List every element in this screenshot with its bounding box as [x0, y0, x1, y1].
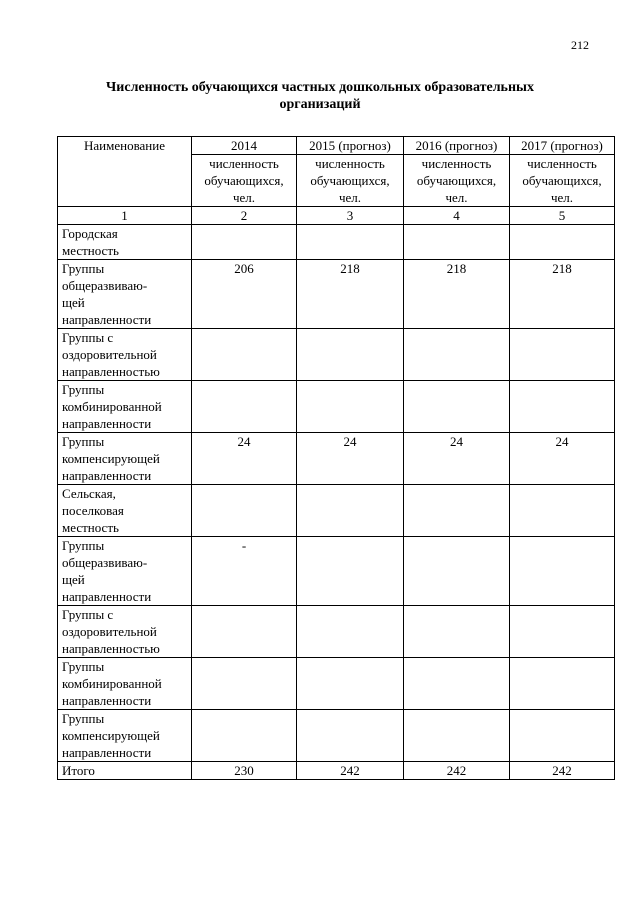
row-value [297, 225, 404, 260]
row-value: 24 [192, 433, 297, 485]
row-label: Группы компенсирующей направленности [58, 433, 192, 485]
data-table [57, 136, 615, 780]
row-value [404, 485, 510, 537]
table-row [58, 710, 615, 762]
row-value [510, 537, 615, 606]
header-year: 2017 (прогноз) [510, 137, 615, 155]
row-value [404, 710, 510, 762]
row-value [510, 658, 615, 710]
row-value [297, 485, 404, 537]
row-value [297, 537, 404, 606]
row-value [192, 329, 297, 381]
row-value [404, 658, 510, 710]
row-label: Группы комбинированной направленности [58, 381, 192, 433]
row-value [297, 329, 404, 381]
row-label: Группы с оздоровительной направленностью [58, 606, 192, 658]
table-row [58, 225, 615, 260]
table-row [58, 381, 615, 433]
row-value: 218 [297, 260, 404, 329]
table-row [58, 433, 615, 485]
table-row [58, 606, 615, 658]
row-label: Группы комбинированной направленности [58, 658, 192, 710]
row-label: Городская местность [58, 225, 192, 260]
title-line-1: Численность обучающихся частных дошкольных образовательных [106, 80, 534, 95]
row-value [510, 329, 615, 381]
header-year: 2015 (прогноз) [297, 137, 404, 155]
header-year: 2014 [192, 137, 297, 155]
row-label: Группы компенсирующей направленности [58, 710, 192, 762]
row-value: 24 [404, 433, 510, 485]
row-label: Итого [58, 762, 192, 780]
row-value [192, 606, 297, 658]
row-value [192, 225, 297, 260]
row-value [297, 381, 404, 433]
row-value [404, 225, 510, 260]
table-row [58, 762, 615, 780]
row-value: 230 [192, 762, 297, 780]
table-row [58, 260, 615, 329]
column-number-row [58, 207, 615, 225]
row-value [297, 710, 404, 762]
row-value [297, 658, 404, 710]
row-value [404, 606, 510, 658]
row-label: Группы общеразвиваю- щей направленности [58, 537, 192, 606]
row-value: 242 [404, 762, 510, 780]
row-value: 24 [297, 433, 404, 485]
title-line-2: организаций [279, 97, 361, 112]
row-value: - [192, 537, 297, 606]
row-value: 242 [297, 762, 404, 780]
subheader-cell: численность обучающихся, чел. [404, 155, 510, 207]
row-value [404, 537, 510, 606]
page-number: 212 [571, 38, 589, 52]
row-value: 242 [510, 762, 615, 780]
subheader-cell: численность обучающихся, чел. [510, 155, 615, 207]
subheader-cell: численность обучающихся, чел. [297, 155, 404, 207]
row-value [297, 606, 404, 658]
table-row [58, 537, 615, 606]
row-label: Сельская, поселковая местность [58, 485, 192, 537]
column-number: 3 [297, 207, 404, 225]
page-title [0, 79, 640, 113]
row-value: 218 [510, 260, 615, 329]
row-label: Группы с оздоровительной направленностью [58, 329, 192, 381]
row-value [192, 658, 297, 710]
subheader-cell: численность обучающихся, чел. [192, 155, 297, 207]
table-row [58, 485, 615, 537]
row-value: 218 [404, 260, 510, 329]
header-year: 2016 (прогноз) [404, 137, 510, 155]
column-number: 1 [58, 207, 192, 225]
row-value [510, 710, 615, 762]
column-number: 5 [510, 207, 615, 225]
row-value [510, 606, 615, 658]
column-number: 2 [192, 207, 297, 225]
row-label: Группы общеразвиваю- щей направленности [58, 260, 192, 329]
row-value [192, 381, 297, 433]
row-value [510, 485, 615, 537]
row-value [192, 710, 297, 762]
row-value [404, 329, 510, 381]
row-value: 206 [192, 260, 297, 329]
header-row [58, 137, 615, 155]
table-row [58, 329, 615, 381]
row-value [192, 485, 297, 537]
column-number: 4 [404, 207, 510, 225]
row-value: 24 [510, 433, 615, 485]
row-value [510, 225, 615, 260]
row-value [404, 381, 510, 433]
row-value [510, 381, 615, 433]
table-row [58, 658, 615, 710]
header-name: Наименование [58, 137, 192, 207]
